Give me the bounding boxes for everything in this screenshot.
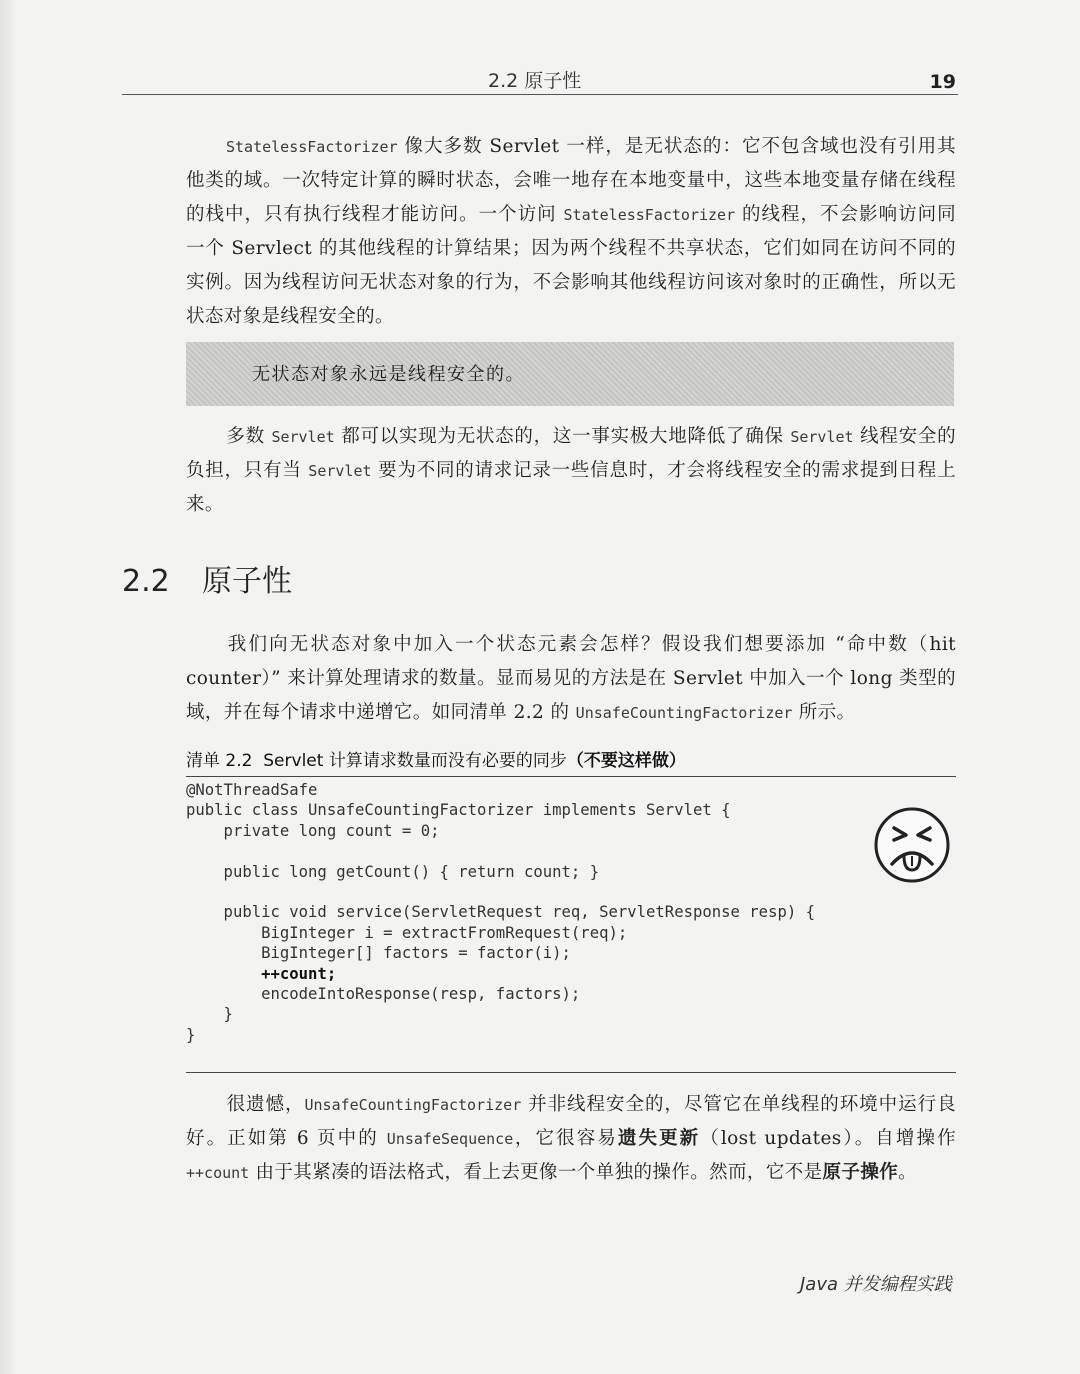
paragraph-unsafe-counting xyxy=(186,1088,956,1190)
inline-code: Servlet xyxy=(308,462,372,480)
inline-code: UnsafeCountingFactorizer xyxy=(575,704,793,722)
section-heading xyxy=(122,556,292,600)
inline-code: StatelessFactorizer xyxy=(563,206,736,224)
listing-caption: Servlet 计算请求数量而没有必要的同步 xyxy=(263,751,567,771)
inline-code: Servlet xyxy=(790,428,854,446)
paragraph-servlet xyxy=(186,420,956,522)
inline-code: UnsafeCountingFactorizer xyxy=(304,1096,522,1114)
paragraph-text: 多数 xyxy=(226,426,272,447)
paragraph-text: 很遗憾， xyxy=(226,1094,305,1115)
section-number: 2.2 xyxy=(122,564,170,599)
listing-bottom-rule xyxy=(186,1072,956,1073)
paragraph-text: 的线程，不会影响访问同一个 Servlect 的其他线程的计算结果；因为两个线程不共享状态，它们如同在访问不同的实例。因为线程访问无状态对象的行为，不会影响其他线程访问该对象时的正确性，所以无状态对象是线程安全的。 xyxy=(186,204,956,327)
inline-code: ++count xyxy=(186,1164,250,1182)
paragraph-atomicity-intro xyxy=(186,628,956,730)
inline-code: Servlet xyxy=(271,428,335,446)
paragraph-text: 像大多数 Servlet 一样，是无状态的：它不包含域也没有引用其他类的域。一次特定计算的瞬时状态，会唯一地存在本地变量中，这些本地变量存储在线程的栈中，只有执行线程才能访问。一个访问 xyxy=(186,136,956,225)
paragraph-text: （lost updates）。自增操作 xyxy=(700,1128,956,1149)
callout-box xyxy=(186,342,954,406)
paragraph-text: 我们向无状态对象中加入一个状态元素会怎样？假设我们想要添加 “命中数（hit counter）” 来计算处理请求的数量。显而易见的方法是在 Servlet 中加入一个 long 类型的域，并在每个请求中递增它。如同清单 2.2 的 xyxy=(186,634,956,723)
book-title-footer: Java 并发编程实践 xyxy=(800,1274,952,1295)
code-listing xyxy=(186,780,956,1045)
paragraph-text: 要为不同的请求记录一些信息时，才会将线程安全的需求提到日程上来。 xyxy=(186,460,956,515)
code-block: @NotThreadSafe public class UnsafeCountingFactorizer implements Servlet { private long count = 0; public long getCount() { return count; } public void service(ServletRequest req, ServletResponse resp) { BigInteger i = extractFromRequest(req); BigInteger[] factors = factor(i); xyxy=(186,781,816,963)
paragraph-text: 线程安全的负担，只有当 xyxy=(186,426,957,481)
callout-text: 无状态对象永远是线程安全的。 xyxy=(252,364,525,385)
paragraph-text: ，它很容易 xyxy=(513,1128,618,1149)
page-gutter-shadow xyxy=(0,0,16,1374)
listing-warning: （不要这样做） xyxy=(566,751,686,771)
running-header xyxy=(122,64,958,95)
paragraph-text: 并非线程安全的，尽管它在单线程的环境中运行良好。正如第 6 页中的 xyxy=(186,1094,956,1149)
bad-practice-face-icon xyxy=(870,806,954,884)
inline-code: StatelessFactorizer xyxy=(226,138,398,156)
paragraph-stateless xyxy=(186,130,956,334)
code-block: encodeIntoResponse(resp, factors); } } xyxy=(186,985,581,1044)
bold-term: 遗失更新 xyxy=(617,1128,701,1149)
paragraph-text: 所示。 xyxy=(792,702,856,723)
code-highlight: ++count; xyxy=(261,964,337,983)
listing-title xyxy=(186,746,956,777)
paragraph-text: 。 xyxy=(898,1162,918,1183)
page-number: 19 xyxy=(929,71,956,93)
bold-term: 原子操作 xyxy=(822,1162,899,1183)
paragraph-text: 由于其紧凑的语法格式，看上去更像一个单独的操作。然而，它不是 xyxy=(249,1162,823,1183)
listing-label: 清单 2.2 xyxy=(186,751,253,771)
paragraph-text: 都可以实现为无状态的，这一事实极大地降低了确保 xyxy=(334,426,791,447)
section-title: 原子性 xyxy=(202,564,292,599)
header-section-title: 2.2 原子性 xyxy=(488,70,582,92)
inline-code: UnsafeSequence xyxy=(386,1130,514,1148)
